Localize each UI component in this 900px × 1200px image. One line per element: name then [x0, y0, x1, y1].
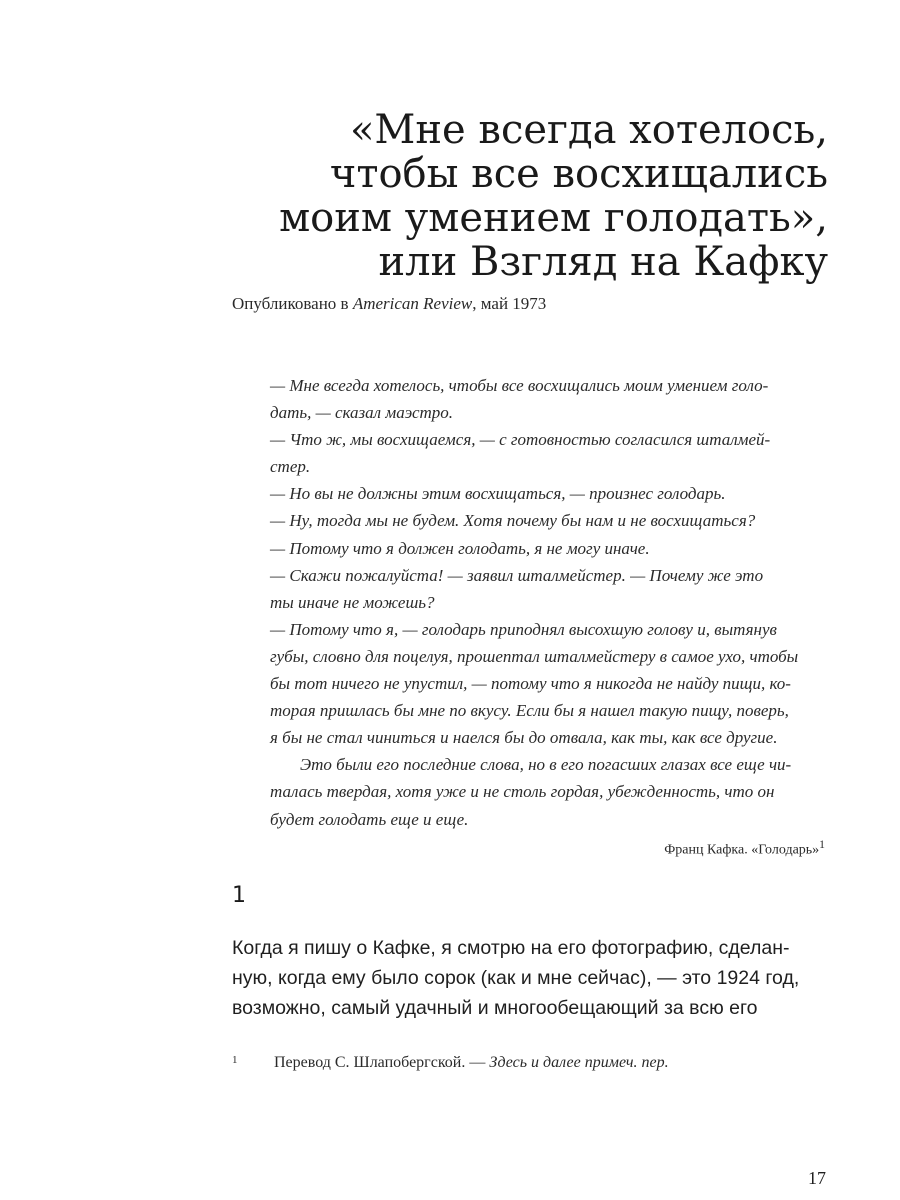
- title-line: моим умением голодать»,: [279, 195, 828, 241]
- title-line: или Взгляд на Кафку: [378, 239, 828, 285]
- footnote: [232, 1054, 832, 1072]
- body-line: Когда я пишу о Кафке, я смотрю на его фотографию, сделан-: [232, 937, 790, 959]
- epigraph-line: ты иначе не можешь?: [270, 592, 435, 612]
- section-number: 1: [232, 883, 246, 908]
- epigraph-line: — Потому что я, — голодарь приподнял высохшую голову и, вытянув: [270, 619, 777, 639]
- footnote-text: Перевод С. Шлапобергской. —: [274, 1054, 490, 1071]
- epigraph-line: стер.: [270, 457, 311, 477]
- publication-prefix: Опубликовано в: [232, 294, 353, 313]
- body-line: ную, когда ему было сорок (как и мне сейчас), — это 1924 год,: [232, 967, 800, 989]
- epigraph-line: — Мне всегда хотелось, чтобы все восхищались моим умением голо-: [270, 376, 769, 395]
- epigraph-line: — Но вы не должны этим восхищаться, — произнес голодарь.: [270, 484, 726, 504]
- epigraph-line: губы, словно для поцелуя, прошептал шталмейстеру в самое ухо, чтобы: [270, 646, 799, 666]
- attribution-text: Франц Кафка. «Голодарь»: [664, 842, 820, 858]
- epigraph-line: я бы не стал чиниться и наелся бы до отвала, как ты, как все другие.: [270, 728, 778, 748]
- footnote-reference[interactable]: 1: [819, 838, 825, 851]
- chapter-title: [228, 108, 828, 284]
- epigraph-attribution: [400, 838, 825, 859]
- footnote-note: Здесь и далее примеч. пер.: [489, 1054, 669, 1071]
- title-line: «Мне всегда хотелось,: [349, 107, 828, 153]
- epigraph-line: дать, — сказал маэстро.: [270, 403, 454, 423]
- epigraph-line: — Скажи пожалуйста! — заявил шталмейстер. — Почему же это: [270, 565, 764, 585]
- title-line: чтобы все восхищались: [329, 151, 828, 197]
- epigraph: [270, 372, 840, 833]
- body-paragraph: [232, 933, 832, 1023]
- epigraph-line: — Потому что я должен голодать, я не могу иначе.: [270, 538, 650, 558]
- publication-suffix: , май 1973: [472, 294, 547, 313]
- epigraph-line: талась твердая, хотя уже и не столь гордая, убежденность, что он: [270, 782, 775, 802]
- publication-source: American Review: [352, 294, 473, 313]
- footnote-marker: 1: [232, 1054, 238, 1066]
- epigraph-line: — Ну, тогда мы не будем. Хотя почему бы нам и не восхищаться?: [270, 511, 756, 531]
- publication-note: [232, 294, 546, 314]
- epigraph-line: торая пришлась бы мне по вкусу. Если бы я нашел такую пищу, поверь,: [270, 701, 789, 721]
- epigraph-line: будет голодать еще и еще.: [270, 809, 469, 829]
- epigraph-line: Это были его последние слова, но в его погасших глазах все еще чи-: [300, 755, 792, 775]
- body-line: возможно, самый удачный и многообещающий за всю его: [232, 997, 758, 1019]
- epigraph-line: бы тот ничего не упустил, — потому что я никогда не найду пищи, ко-: [270, 674, 791, 694]
- epigraph-line: — Что ж, мы восхищаемся, — с готовностью согласился шталмей-: [270, 430, 771, 450]
- page-number: 17: [808, 1168, 826, 1188]
